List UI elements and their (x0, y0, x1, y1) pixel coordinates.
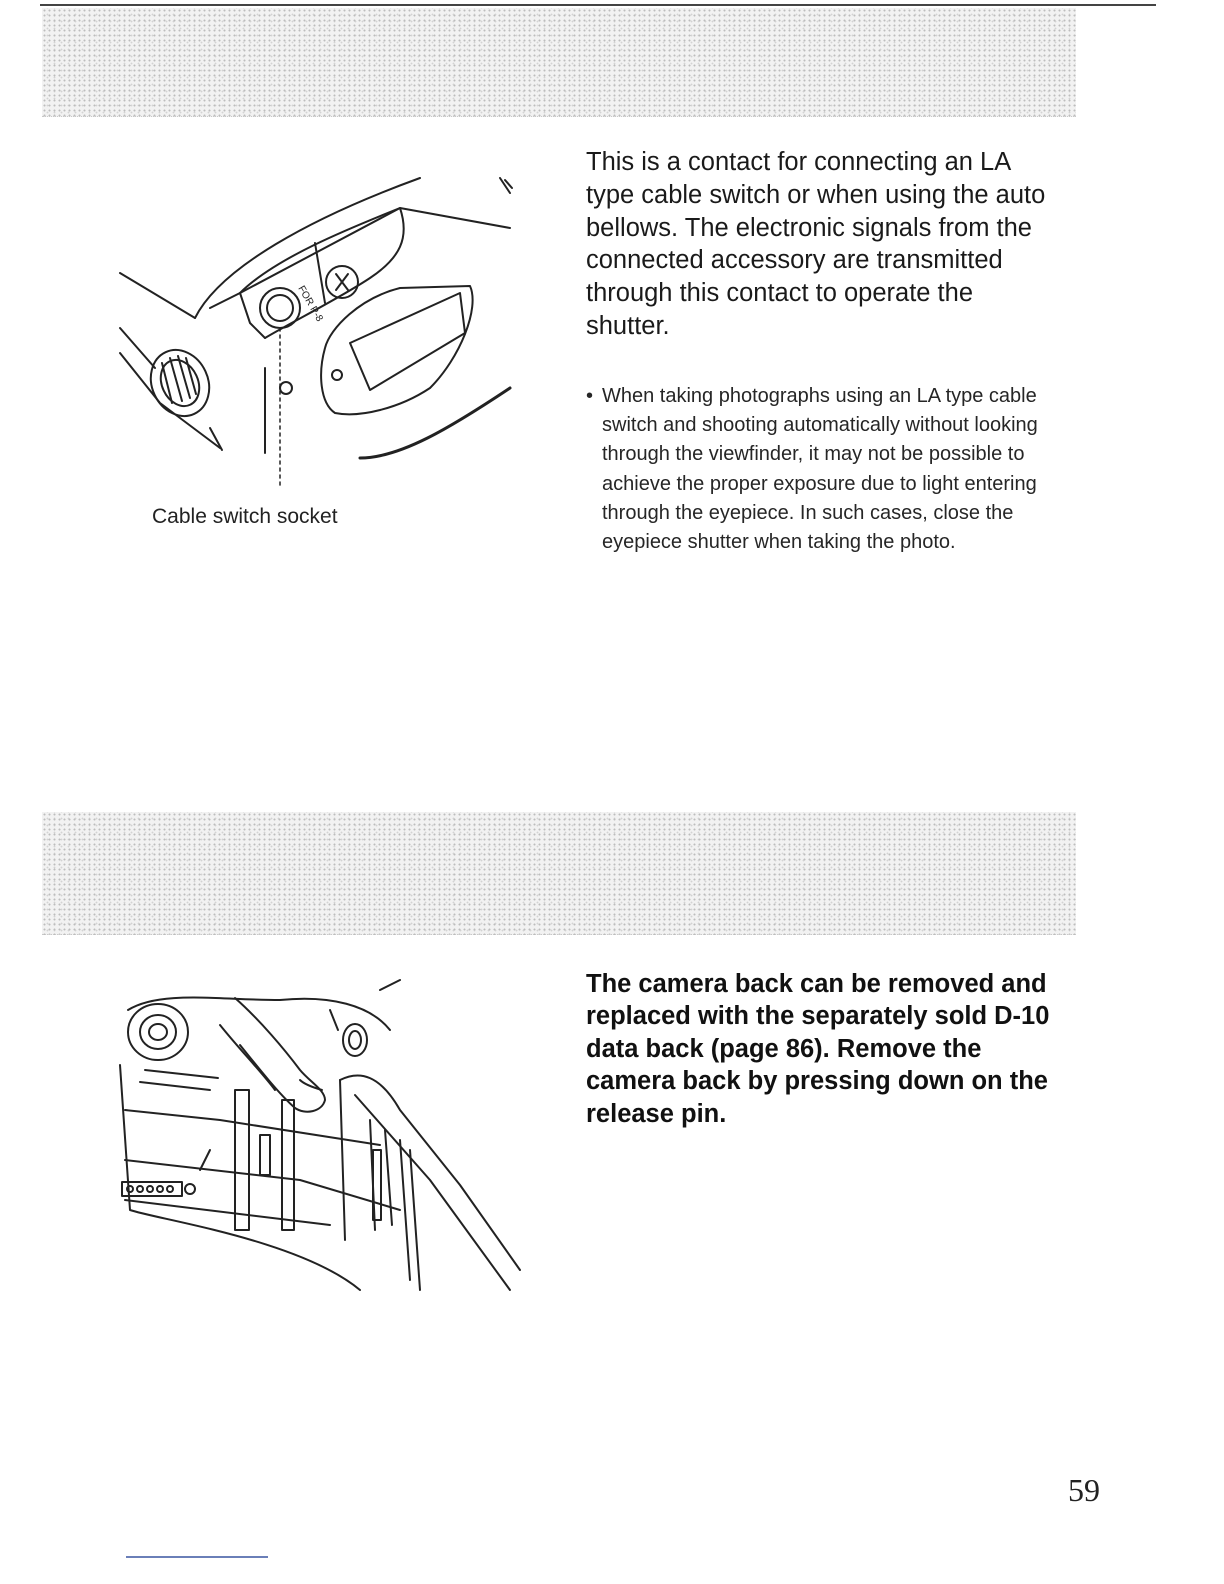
page-number: 59 (1068, 1472, 1100, 1508)
cable-switch-socket-illustration (100, 158, 540, 488)
camera-back-release-illustration (100, 970, 540, 1310)
exposure-note-text: When taking photographs using an LA type cable switch and shooting automatically without looking through the viewfinder, it may not be possible to achieve the proper exposure due to light entering through the eyepiece. In such cases, close the eyepiece shutter when taking the photo. (602, 385, 1038, 554)
cable-switch-socket-caption: Cable switch socket (152, 505, 338, 528)
camera-back-instructions: The camera back can be removed and replaced with the separately sold D-10 data back (page 86). Remove the camera back by pressing down on the release pin. (586, 970, 1050, 1128)
socket-marking: FOR P-8 (295, 284, 325, 324)
section-header-band-1 (42, 8, 1076, 117)
exposure-note (586, 382, 1066, 557)
bottom-rule (126, 1556, 268, 1558)
contact-description: This is a contact for connecting an LA type cable switch or when using the auto bellows. The electronic signals from the connected accessory are transmitted through this contact to operate the shutter. (586, 148, 1046, 340)
top-rule (40, 4, 1156, 6)
bullet-mark: • (586, 385, 594, 407)
section-header-band-2 (42, 812, 1076, 935)
